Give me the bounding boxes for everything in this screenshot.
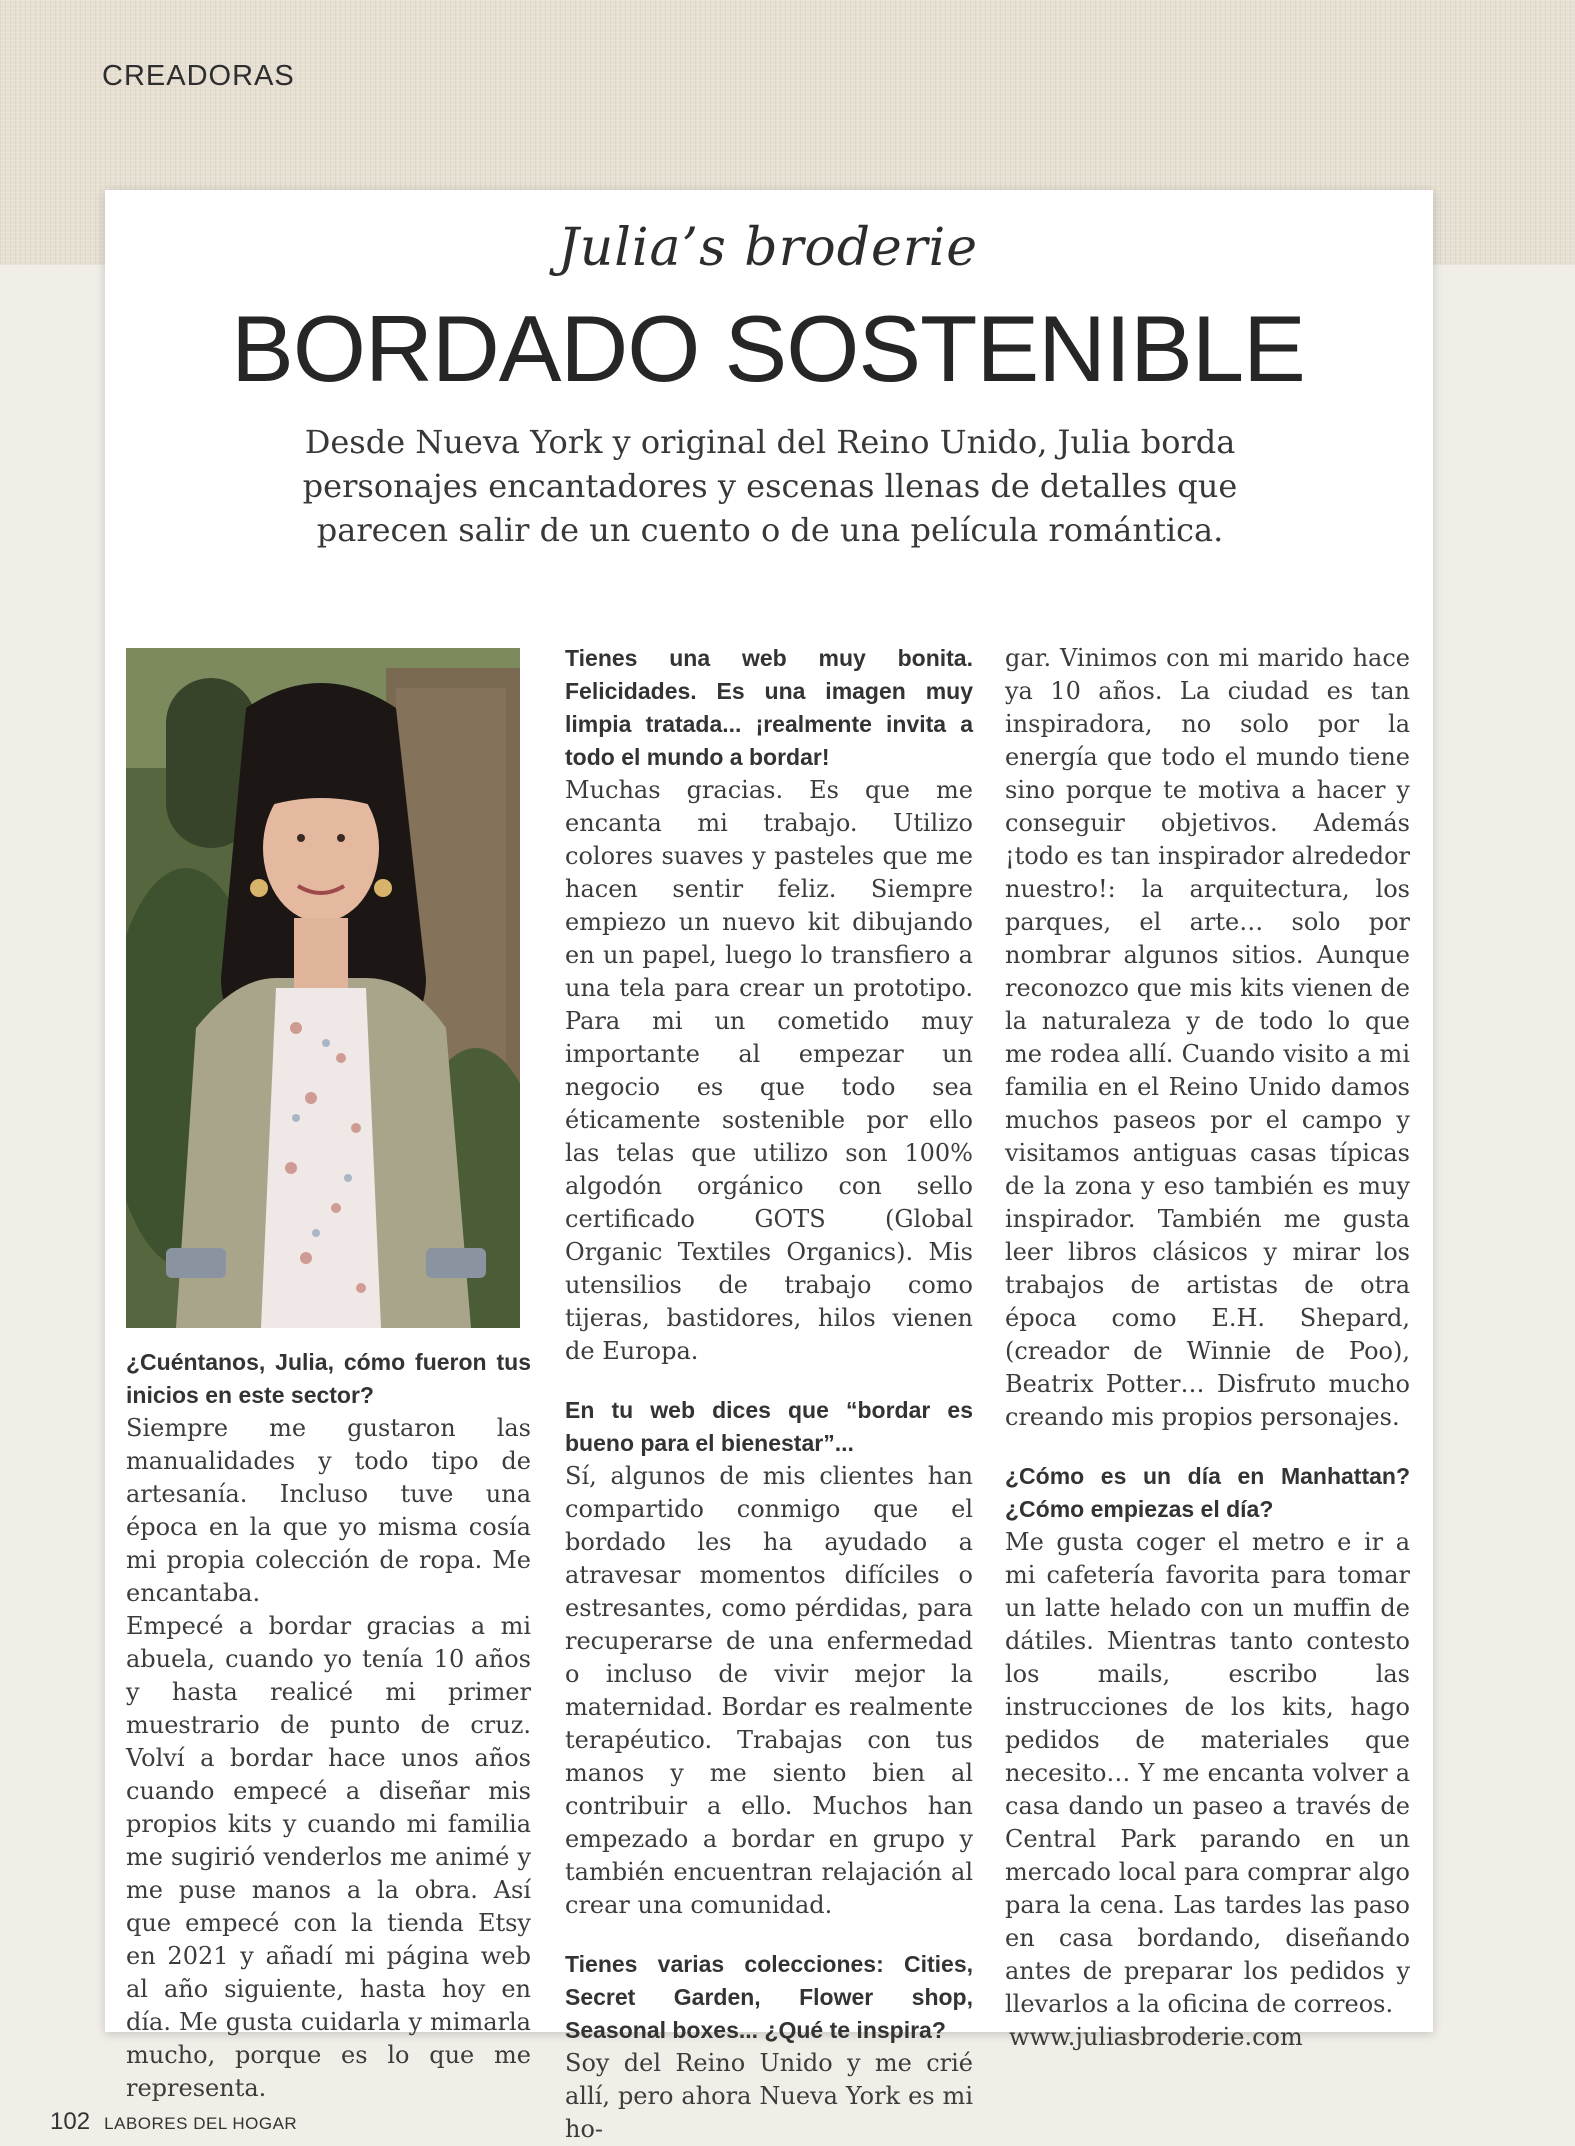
portrait-photo xyxy=(126,648,520,1328)
article-title: BORDADO SOSTENIBLE xyxy=(231,296,1305,401)
answer-1b: Empecé a bordar gracias a mi abuela, cuando yo tenía 10 años y hasta realicé mi primer muestrario de punto de cruz. Volví a bordar hace unos años cuando empecé a diseñar mis propios kits y cuando mi familia me sugirió venderlos me animé y me puse manos a la obra. Así que empecé con la tienda Etsy en 2021 y añadí mi página web al año siguiente, hasta hoy en día. Me gusta cuidarla y mimarla mucho, porque es lo que me representa. xyxy=(126,1612,531,2102)
column-2 xyxy=(565,642,973,2146)
answer-5: Me gusta coger el metro e ir a mi cafetería favorita para tomar un latte helado con un muffin de dátiles. Mientras tanto contesto los mails, escribo las instrucciones de los kits, hago pedidos de materiales que necesito… Y me encanta volver a casa dando un paseo a través de Central Park parando en un mercado local para comprar algo para la cena. Las tardes las paso en casa bordando, diseñando antes de preparar los pedidos y llevarlos a la oficina de correos. xyxy=(1005,1528,1410,2018)
magazine-name: LABORES DEL HOGAR xyxy=(104,2114,298,2133)
answer-2: Muchas gracias. Es que me encanta mi trabajo. Utilizo colores suaves y pasteles que me hacen sentir feliz. Siempre empiezo un nuevo kit dibujando en un papel, luego lo transfiero a una tela para crear un prototipo. Para mi un cometido muy importante al empezar un negocio es que todo sea éticamente sostenible por ello las telas que utilizo son 100% algodón orgánico con sello certificado GOTS (Global Organic Textiles Organics). Mis utensilios de trabajo como tijeras, bastidores, hilos vienen de Europa. xyxy=(565,776,973,1365)
question-4: Tienes varias colecciones: Cities, Secret Garden, Flower shop, Seasonal boxes... ¿Qué te inspira? xyxy=(565,1951,973,2043)
question-3: En tu web dices que “bordar es bueno para el bienestar”... xyxy=(565,1397,973,1456)
question-1: ¿Cuéntanos, Julia, cómo fueron tus inicios en este sector? xyxy=(126,1349,531,1408)
answer-3: Sí, algunos de mis clientes han compartido conmigo que el bordado les ha ayudado a atravesar momentos difíciles o estresantes, como pérdidas, para recuperarse de una enfermedad o incluso de vivir mejor la maternidad. Bordar es realmente terapéutico. Trabajas con tus manos y me siento bien al contribuir a ello. Muchos han empezado a bordar en grupo y también encuentran relajación al crear una comunidad. xyxy=(565,1462,973,1919)
column-1 xyxy=(126,1346,531,2105)
section-label: CREADORAS xyxy=(102,60,295,92)
page-footer xyxy=(50,2108,297,2136)
column-3 xyxy=(1005,642,1410,2054)
answer-4-end: gar. Vinimos con mi marido hace ya 10 años. La ciudad es tan inspiradora, no solo por la energía que todo el mundo tiene sino porque te motiva a hacer y conseguir objetivos. Además ¡todo es tan inspirador alrededor nuestro!: la arquitectura, los parques, el arte… solo por nombrar algunos sitios. Aunque reconozco que mis kits vienen de la naturaleza y de todo lo que me rodea allí. Cuando visito a mi familia en el Reino Unido damos muchos paseos por el campo y visitamos antiguas casas típicas de la zona y eso también es muy inspirador. También me gusta leer libros clásicos y mirar los trabajos de artistas de otra época como E.H. Shepard, (creador de Winnie de Poo), Beatrix Potter… Disfruto mucho creando mis propios personajes. xyxy=(1005,644,1410,1431)
question-2: Tienes una web muy bonita. Felicidades. Es una imagen muy limpia tratada... ¡realmente invita a todo el mundo a bordar! xyxy=(565,645,973,770)
website-url: www.juliasbroderie.com xyxy=(1009,2023,1303,2051)
answer-1: Siempre me gustaron las manualidades y todo tipo de artesanía. Incluso tuve una época en la que yo misma cosía mi propia colección de ropa. Me encantaba. xyxy=(126,1414,531,1607)
question-5: ¿Cómo es un día en Manhattan? ¿Cómo empiezas el día? xyxy=(1005,1463,1410,1522)
answer-4-start: Soy del Reino Unido y me crié allí, pero ahora Nueva York es mi ho- xyxy=(565,2049,973,2143)
article-intro: Desde Nueva York y original del Reino Unido, Julia borda personajes encantadores y escenas llenas de detalles que parecen salir de un cuento o de una película romántica. xyxy=(302,423,1238,549)
script-title: Julia’s broderie xyxy=(557,218,979,278)
page-number: 102 xyxy=(50,2108,91,2135)
